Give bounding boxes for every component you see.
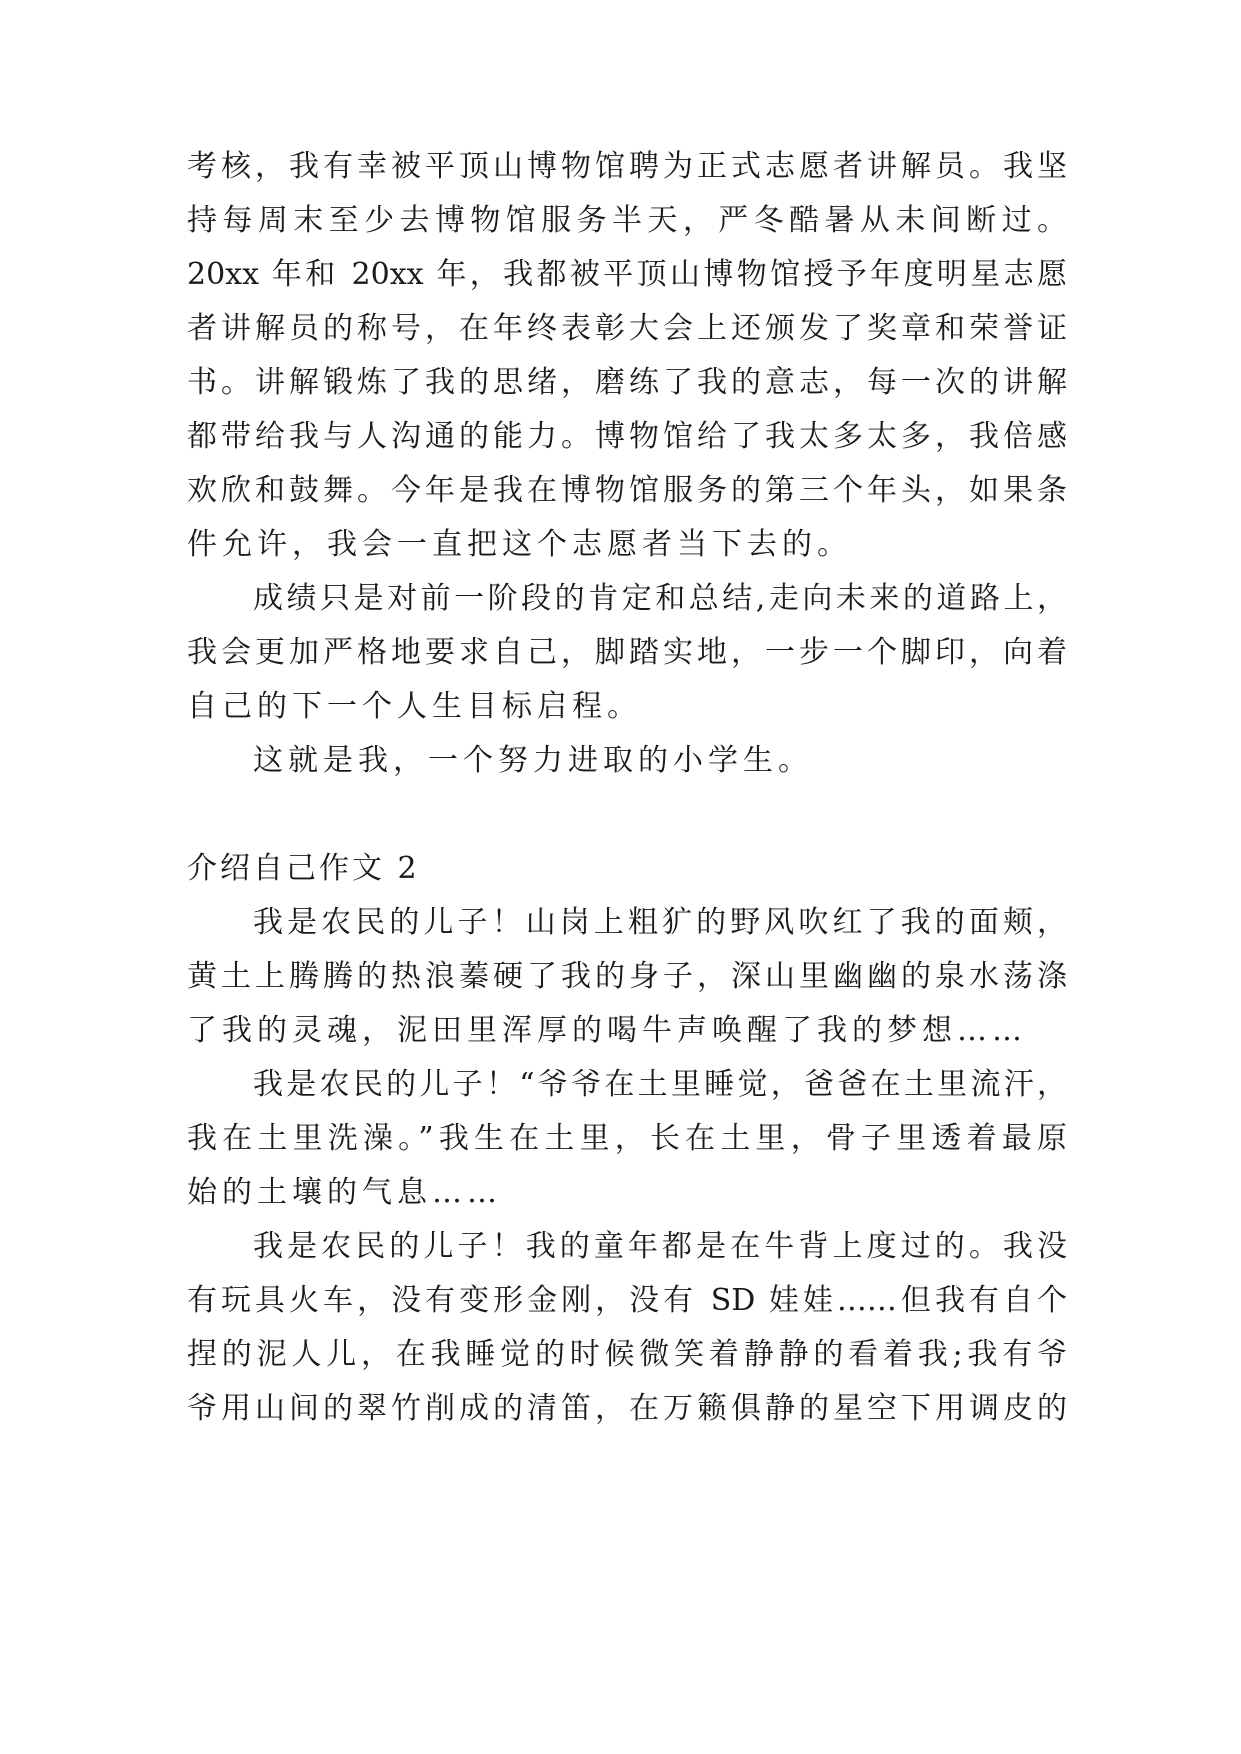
body-text-line: 始的土壤的气息…… xyxy=(187,1175,502,1210)
paragraph-first-line: 这就是我，一个努力进取的小学生。 xyxy=(253,743,813,778)
body-text-line: 持每周末至少去博物馆服务半天，严冬酷暑从未间断过。 xyxy=(187,203,1067,238)
body-text-line: 捏的泥人儿，在我睡觉的时候微笑着静静的看着我;我有爷 xyxy=(187,1337,1067,1372)
paragraph-first-line: 成绩只是对前一阶段的肯定和总结,走向未来的道路上， xyxy=(253,581,1067,616)
body-text-line: 考核，我有幸被平顶山博物馆聘为正式志愿者讲解员。我坚 xyxy=(187,149,1067,184)
paragraph-first-line: 我是农民的儿子！山岗上粗犷的野风吹红了我的面颊， xyxy=(253,905,1067,940)
body-text-line: 我在土里洗澡。”我生在土里，长在土里，骨子里透着最原 xyxy=(187,1121,1067,1156)
body-text-line: 有玩具火车，没有变形金刚，没有 SD 娃娃……但我有自个 xyxy=(187,1283,1067,1318)
paragraph-first-line: 我是农民的儿子！“爷爷在土里睡觉，爸爸在土里流汗， xyxy=(253,1067,1067,1102)
body-text-line: 我会更加严格地要求自己，脚踏实地，一步一个脚印，向着 xyxy=(187,635,1067,670)
body-text-line: 自己的下一个人生目标启程。 xyxy=(187,689,642,724)
section-heading: 介绍自己作文 2 xyxy=(187,851,420,886)
paragraph-first-line: 我是农民的儿子！我的童年都是在牛背上度过的。我没 xyxy=(253,1229,1067,1264)
body-text-line: 件允许，我会一直把这个志愿者当下去的。 xyxy=(187,527,852,562)
body-text-line: 都带给我与人沟通的能力。博物馆给了我太多太多，我倍感 xyxy=(187,419,1067,454)
body-text-line: 爷用山间的翠竹削成的清笛，在万籁俱静的星空下用调皮的 xyxy=(187,1391,1067,1426)
body-text-line: 20xx 年和 20xx 年，我都被平顶山博物馆授予年度明星志愿 xyxy=(187,257,1067,292)
body-text-line: 欢欣和鼓舞。今年是我在博物馆服务的第三个年头，如果条 xyxy=(187,473,1067,508)
body-text-line: 者讲解员的称号，在年终表彰大会上还颁发了奖章和荣誉证 xyxy=(187,311,1067,346)
body-text-line: 书。讲解锻炼了我的思绪，磨练了我的意志，每一次的讲解 xyxy=(187,365,1067,400)
body-text-line: 了我的灵魂，泥田里浑厚的喝牛声唤醒了我的梦想…… xyxy=(187,1013,1027,1048)
body-text-line: 黄土上腾腾的热浪蓁硬了我的身子，深山里幽幽的泉水荡涤 xyxy=(187,959,1067,994)
